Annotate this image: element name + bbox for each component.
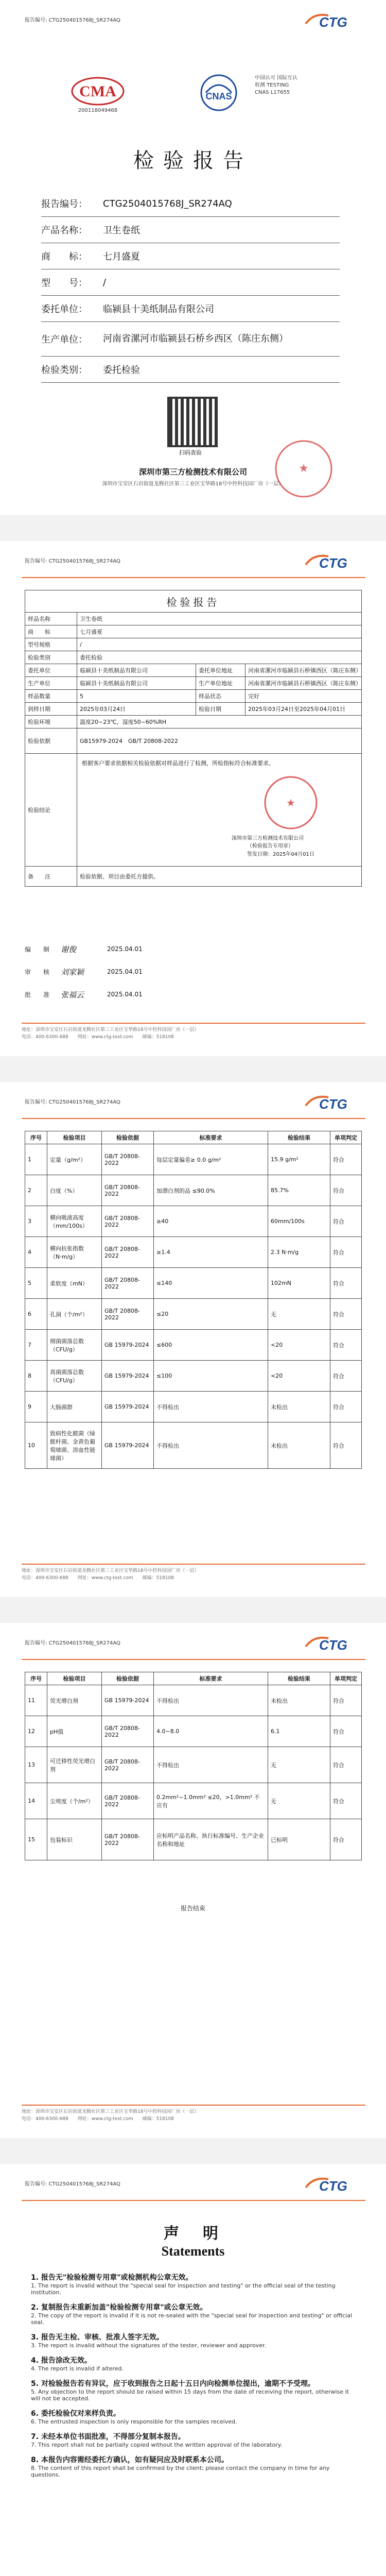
header-label: 报告编号 <box>25 2181 45 2187</box>
statement-list <box>31 2272 355 2484</box>
signer-row: 编 制 谢俊 2025.04.01 <box>25 944 143 954</box>
signature: 谢俊 <box>61 944 77 954</box>
stamp-caption: （检验报告专用章） <box>247 843 293 849</box>
summary-title: 检验报告 <box>25 590 362 613</box>
end-of-report: 报告结束 <box>180 1905 205 1912</box>
header-rule <box>22 1118 365 1119</box>
table-row: 10 致病性化脓菌（绿脓杆菌、金黄色葡萄球菌、溶血性链球菌） GB 15979-2024 不得检出 未检出 符合 <box>25 1422 362 1469</box>
report-number-header: CTG2504015768J_SR274AQ <box>48 558 120 564</box>
report-number-header: CTG2504015768J_SR274AQ <box>48 1099 120 1105</box>
table-row: 6 孔洞（个/m²） GB/T 20808-2022 ≤20 无 符合 <box>25 1299 362 1330</box>
footer-address: 地址：深圳市宝安区石岩街道龙腾社区第三工业区宝华路18号中控科技园厂房（一层） <box>22 1568 199 1573</box>
cnas-logo <box>190 70 314 121</box>
header-rule <box>22 2200 365 2201</box>
results-page-2: 报告编号: CTG2504015768J_SR274AQ CTG 序号 检验项目 检验依据 标准要求 检验结果 单项判定 11 荧光增白剂 GB 15979-2024 不得检出 未检出 符合 12 pH值 GB/T 20808-2022 4.0~8.0 6.1 符合 13 可迁移性荧光增白剂 GB/T 20808-2022 不得检出 无 符合 14 尘埃度（个/m²） GB/T 20808-2022 0.2mm²~1.0mm² ≤20，>1.0mm² 不应有 无 符合 15 包装标识 GB/T 20808-2022 应标明产品名称、执行标准编号、生产企业名称和地址 已标明 符合 报告结束 地址：深圳市宝安区石岩街道龙腾社区第三工业区宝华路18号中控科技园厂房（一层） 电话：400-6300-688 网址：www.ctg-test.com 邮编：518108 <box>0 1623 386 2138</box>
results-table: 序号 检验项目 检验依据 标准要求 检验结果 单项判定 11 荧光增白剂 GB 15979-2024 不得检出 未检出 符合 12 pH值 GB/T 20808-2022 4.0~8.0 6.1 符合 13 可迁移性荧光增白剂 GB/T 20808-2022 不得检出 无 符合 14 尘埃度（个/m²） GB/T 20808-2022 0.2mm²~1.0mm² ≤20，>1.0mm² 不应有 无 符合 15 包装标识 GB/T 20808-2022 应标明产品名称、执行标准编号、生产企业名称和地址 已标明 符合 <box>25 1672 362 1860</box>
svg-text:★: ★ <box>286 796 295 809</box>
footer-rule <box>22 2105 365 2106</box>
table-row: 9 大肠菌群 GB 15979-2024 不得检出 未检出 符合 <box>25 1392 362 1422</box>
footer-address: 地址：深圳市宝安区石岩街道龙腾社区第三工业区宝华路18号中控科技园厂房（一层） <box>22 1027 199 1032</box>
svg-text:★: ★ <box>299 462 309 475</box>
qr-caption: 扫码查验 <box>179 449 202 456</box>
statement-item: 8. 本报告内容需经委托方确认，如有疑问应及时联系本公司。 8. The content of this report shall be confirmed by the client; please contact the company in time for any questions. <box>31 2456 330 2478</box>
svg-text:CTG: CTG <box>319 1637 347 1653</box>
svg-text:CTG: CTG <box>319 2178 347 2194</box>
table-row: 7 细菌菌落总数（CFU/g） GB 15979-2024 ≤600 <20 符合 <box>25 1330 362 1361</box>
footer-contact: 电话：400-6300-688 网址：www.ctg-test.com 邮编：518108 <box>22 1035 174 1040</box>
signature: 张福云 <box>61 990 84 999</box>
ctg-logo <box>304 10 365 31</box>
cover-field: 检验类别： 委托检验 <box>41 357 340 383</box>
signer-row: 批 准 张福云 2025.04.01 <box>25 990 143 999</box>
statement-item: 3. 报告无主检、审核、批准人签字无效。 3. The report is invalid without the signatures of the tester, reviewer and approver. <box>31 2333 267 2349</box>
ctg-logo <box>304 1092 365 1113</box>
summary-page: 报告编号: CTG2504015768J_SR274AQ CTG 检验报告 样品名称 卫生卷纸 商 标 七月盛夏 型号规格 / 检验类别 委托检验 委托单位 临颍县十美纸制品有限公司 委托单位地址 河南省漯河市临颍县石桥镇西区（陈庄东侧） 生产单位 临颍县十美纸制品有限公司 生产单位地址 河南省漯河市临颍县石桥镇西区（陈庄东侧） 样品数量 5 样品状态 完好 到样日期 2025年03月24日 检验日期 2025年03月24日至2025年04月01日 检验环境 温度20~23℃，湿度50~60%RH 检验依据 GB15979-2024 GB/T 20808-2022 检验结论 根据客户要求依据相关检验依据对样品进行了检测，所检指标符合标准要求。 ★ 深圳市第三方检测技术有限公司 （检验报告专用章） 签发日期：2025年04月01日 备 注 检验依据、项目由委托方提供。 编 制 谢俊 2025.04.01 审 核 刘家颖 2025.04.01 批 准 张福云 2025.04.01 地址：深圳市宝安区石岩街道龙腾社区第三工业区宝华路18号中控科技园厂房（一层） 电话：400-6300-688 网址：www.ctg-test.com 邮编：518108 <box>0 541 386 1056</box>
results-table: 序号 检验项目 检验依据 标准要求 检验结果 单项判定 1 定量（g/m²） GB/T 20808-2022 每层定量偏差≥ 0.0 g/m² 15.9 g/m² 符合 2 白度（%） GB/T 20808-2022 加漂白剂的品 ≤90.0% 85.7% 符合 3 横向吸液高度（mm/100s） GB/T 20808-2022 ≥40 60mm/100s 符合 4 横向抗张指数（N·m/g） GB/T 20808-2022 ≥1.4 2.3 N·m/g 符合 5 柔软度（mN） GB/T 20808-2022 ≤140 102mN 符合 6 孔洞（个/m²） GB/T 20808-2022 ≤20 无 符合 7 细菌菌落总数（CFU/g） GB 15979-2024 ≤600 <20 符合 8 真菌菌落总数（CFU/g） GB 15979-2024 ≤100 <20 符合 9 大肠菌群 GB 15979-2024 不得检出 未检出 符合 10 致病性化脓菌（绿脓杆菌、金黄色葡萄球菌、溶血性链球菌） GB 15979-2024 不得检出 未检出 符合 <box>25 1131 362 1469</box>
table-row: 1 定量（g/m²） GB/T 20808-2022 每层定量偏差≥ 0.0 g/m² 15.9 g/m² 符合 <box>25 1144 362 1175</box>
table-row: 13 可迁移性荧光增白剂 GB/T 20808-2022 不得检出 无 符合 <box>25 1747 362 1783</box>
inspection-stamp <box>262 774 319 831</box>
header-label: 报告编号 <box>25 18 45 23</box>
statement-item: 7. 未经本单位书面批准，不得部分复制本报告。 7. This report shall not be partially copied without the written approval of the laboratory. <box>31 2433 283 2448</box>
cma-number: 200118049468 <box>78 108 118 113</box>
statement-item: 5. 对检验报告若有异议，应于收到报告之日起十五日内向检测单位提出，逾期不予受理。 5. Any objection to the report should be raised within 15 days from the date of receiving the report, otherwise it will not be accepted. <box>31 2380 349 2402</box>
signer-block <box>25 938 362 1006</box>
summary-table: 检验报告 样品名称 卫生卷纸 商 标 七月盛夏 型号规格 / 检验类别 委托检验 委托单位 临颍县十美纸制品有限公司 委托单位地址 河南省漯河市临颍县石桥镇西区（陈庄东侧） 生产单位 临颍县十美纸制品有限公司 生产单位地址 河南省漯河市临颍县石桥镇西区（陈庄东侧） 样品数量 5 样品状态 完好 到样日期 2025年03月24日 检验日期 2025年03月24日至2025年04月01日 检验环境 温度20~23℃，湿度50~60%RH 检验依据 GB15979-2024 GB/T 20808-2022 检验结论 根据客户要求依据相关检验依据对样品进行了检测，所检指标符合标准要求。 ★ 深圳市第三方检测技术有限公司 （检验报告专用章） 签发日期：2025年04月01日 备 注 检验依据、项目由委托方提供。 <box>25 590 362 887</box>
statement-item: 4. 报告涂改无效。 4. The report is invalid if altered. <box>31 2357 124 2372</box>
footer-rule <box>22 1023 365 1024</box>
cover-page: 报告编号: CTG2504015768J_SR274AQ CTG CMA 200118049468 CNAS 中国认可 国际互认 检测 TESTING CNAS L17655 检验报告 报告编号： CTG2504015768J_SR274AQ 产品名称： 卫生卷纸 商 标： 七月盛夏 型 号： / 委托单位： 临颍县十美纸制品有限公司 生产单位： 河南省漯河市临颍县石桥乡西区（陈庄东侧） 检验类别： 委托检验 扫码查验 ★ 深圳市第三方检测技术有限公司 深圳市宝安区石岩街道龙腾社区第三工业区宝华路18号中控科技园厂房（一层） <box>0 0 386 515</box>
conclusion-text: 根据客户要求依据相关检验依据对样品进行了检测，所检指标符合标准要求。 <box>82 760 274 767</box>
table-row: 4 横向抗张指数（N·m/g） GB/T 20808-2022 ≥1.4 2.3 N·m/g 符合 <box>25 1237 362 1268</box>
table-row: 14 尘埃度（个/m²） GB/T 20808-2022 0.2mm²~1.0mm² ≤20，>1.0mm² 不应有 无 符合 <box>25 1783 362 1819</box>
cnas-caption: 中国认可 国际互认 检测 TESTING CNAS L17655 <box>255 75 298 95</box>
header-rule <box>22 1659 365 1660</box>
header-label: 报告编号 <box>25 1640 45 1646</box>
header-rule <box>22 577 365 578</box>
cover-field: 生产单位： 河南省漯河市临颍县石桥乡西区（陈庄东侧） <box>41 322 340 357</box>
signature: 刘家颖 <box>61 967 84 977</box>
results-page-1: 报告编号: CTG2504015768J_SR274AQ CTG 序号 检验项目 检验依据 标准要求 检验结果 单项判定 1 定量（g/m²） GB/T 20808-2022 每层定量偏差≥ 0.0 g/m² 15.9 g/m² 符合 2 白度（%） GB/T 20808-2022 加漂白剂的品 ≤90.0% 85.7% 符合 3 横向吸液高度（mm/100s） GB/T 20808-2022 ≥40 60mm/100s 符合 4 横向抗张指数（N·m/g） GB/T 20808-2022 ≥1.4 2.3 N·m/g 符合 5 柔软度（mN） GB/T 20808-2022 ≤140 102mN 符合 6 孔洞（个/m²） GB/T 20808-2022 ≤20 无 符合 7 细菌菌落总数（CFU/g） GB 15979-2024 ≤600 <20 符合 8 真菌菌落总数（CFU/g） GB 15979-2024 ≤100 <20 符合 9 大肠菌群 GB 15979-2024 不得检出 未检出 符合 10 致病性化脓菌（绿脓杆菌、金黄色葡萄球菌、溶血性链球菌） GB 15979-2024 不得检出 未检出 符合 地址：深圳市宝安区石岩街道龙腾社区第三工业区宝华路18号中控科技园厂房（一层） 电话：400-6300-688 网址：www.ctg-test.com 邮编：518108 <box>0 1082 386 1597</box>
table-row: 3 横向吸液高度（mm/100s） GB/T 20808-2022 ≥40 60mm/100s 符合 <box>25 1206 362 1237</box>
stamp-label: 深圳市第三方检测技术有限公司 <box>232 836 304 841</box>
cover-field: 商 标： 七月盛夏 <box>41 243 340 269</box>
statement-item: 2. 复制报告未重新加盖"检验检测专用章"或公章无效。 2. The copy of the report is invalid if it is not re-sealed with the "special seal for inspection and testing" or official seal. <box>31 2303 353 2326</box>
table-row: 11 荧光增白剂 GB 15979-2024 不得检出 未检出 符合 <box>25 1685 362 1716</box>
footer-contact: 电话：400-6300-688 网址：www.ctg-test.com 邮编：518108 <box>22 2116 174 2122</box>
statement-page: 报告编号: CTG2504015768J_SR274AQ CTG 声 明 Statements 1. 报告无"检验检测专用章"或检测机构公章无效。 1. The report is invalid without the "special seal for inspection and testing" or the official seal of the testing institution. 2. 复制报告未重新加盖"检验检测专用章"或公章无效。 2. The copy of the report is invalid if it is not re-sealed with the "special seal for inspection and testing" or official seal. 3. 报告无主检、审核、批准人签字无效。 3. The report is invalid without the signatures of the tester, reviewer and approver. 4. 报告涂改无效。 4. The report is invalid if altered. 5. 对检验报告若有异议，应于收到报告之日起十五日内向检测单位提出，逾期不予受理。 5. Any objection to the report should be raised within 15 days from the date of receiving the report, otherwise it will not be accepted. 6. 委托检验仅对来样负责。 6. The entrusted inspection is only responsible for the samples received. 7. 未经本单位书面批准，不得部分复制本报告。 7. This report shall not be partially copied without the written approval of the laboratory. 8. 本报告内容需经委托方确认，如有疑问应及时联系本公司。 8. The content of this report shall be confirmed by the client; please contact the company in time for any questions. <box>0 2164 386 2576</box>
cover-field: 委托单位： 临颍县十美纸制品有限公司 <box>41 296 340 322</box>
statement-title: 声 明 <box>164 2225 222 2243</box>
footer-rule <box>22 1564 365 1565</box>
lab-name: 深圳市第三方检测技术有限公司 <box>138 467 247 477</box>
footer-contact: 电话：400-6300-688 网址：www.ctg-test.com 邮编：518108 <box>22 1575 174 1581</box>
svg-text:CTG: CTG <box>319 14 347 30</box>
qr-code[interactable] <box>167 397 218 447</box>
cover-title: 检验报告 <box>133 149 253 173</box>
header-label: 报告编号 <box>25 1099 45 1105</box>
statement-item: 6. 委托检验仅对来样负责。 6. The entrusted inspection is only responsible for the samples received. <box>31 2410 237 2425</box>
cma-logo <box>67 75 129 121</box>
stamp-date: 签发日期：2025年04月01日 <box>247 852 314 857</box>
signer-row: 审 核 刘家颖 2025.04.01 <box>25 967 143 977</box>
report-number-header: CTG2504015768J_SR274AQ <box>48 1640 120 1646</box>
report-number-header: CTG2504015768J_SR274AQ <box>48 2181 120 2187</box>
svg-text:CNAS: CNAS <box>205 91 232 101</box>
cover-fields <box>41 191 340 383</box>
report-number-header: CTG2504015768J_SR274AQ <box>48 18 120 23</box>
cover-field: 产品名称： 卫生卷纸 <box>41 217 340 243</box>
statement-subtitle: Statements <box>161 2244 225 2259</box>
table-row: 5 柔软度（mN） GB/T 20808-2022 ≤140 102mN 符合 <box>25 1268 362 1299</box>
table-row: 15 包装标识 GB/T 20808-2022 应标明产品名称、执行标准编号、生产企业名称和地址 已标明 符合 <box>25 1819 362 1860</box>
table-row: 8 真菌菌落总数（CFU/g） GB 15979-2024 ≤100 <20 符合 <box>25 1361 362 1392</box>
svg-text:CTG: CTG <box>319 555 347 571</box>
statement-item: 1. 报告无"检验检测专用章"或检测机构公章无效。 1. The report is invalid without the "special seal for inspection and testing" or the official seal of the testing institution. <box>31 2274 336 2296</box>
table-row: 12 pH值 GB/T 20808-2022 4.0~8.0 6.1 符合 <box>25 1716 362 1747</box>
table-row: 2 白度（%） GB/T 20808-2022 加漂白剂的品 ≤90.0% 85.7% 符合 <box>25 1175 362 1206</box>
svg-text:CTG: CTG <box>319 1096 347 1112</box>
cover-field: 型 号： / <box>41 269 340 296</box>
lab-address: 深圳市宝安区石岩街道龙腾社区第三工业区宝华路18号中控科技园厂房（一层） <box>102 481 284 487</box>
ctg-logo <box>304 1633 365 1654</box>
svg-text:CMA: CMA <box>79 83 116 100</box>
ctg-logo <box>304 2174 365 2195</box>
cover-field: 报告编号： CTG2504015768J_SR274AQ <box>41 191 340 217</box>
header-label: 报告编号 <box>25 558 45 564</box>
ctg-logo <box>304 551 365 572</box>
footer-address: 地址：深圳市宝安区石岩街道龙腾社区第三工业区宝华路18号中控科技园厂房（一层） <box>22 2109 199 2114</box>
